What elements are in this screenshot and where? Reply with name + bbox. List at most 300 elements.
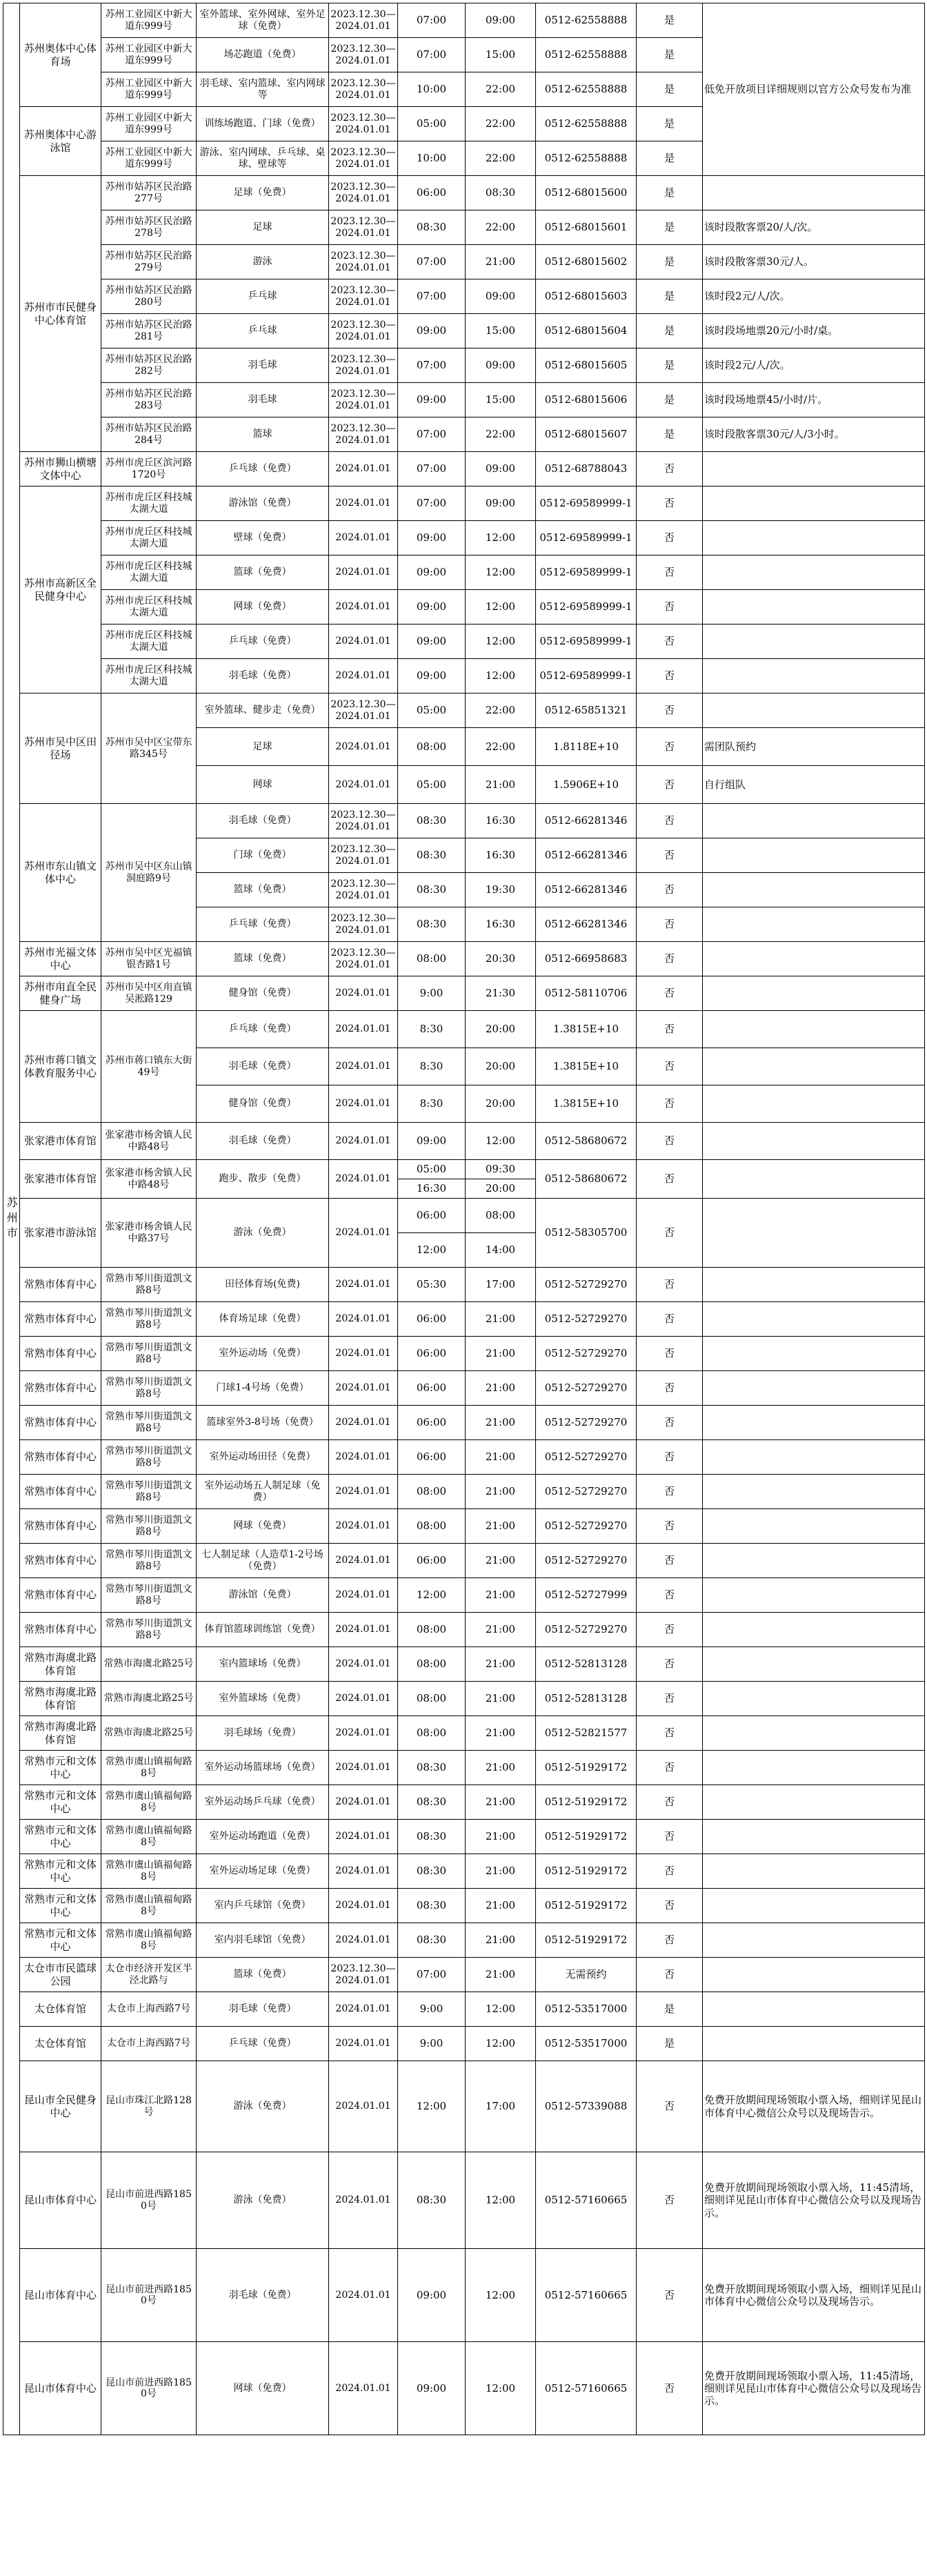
table-row [3,804,925,838]
end-time-cell: 20:30 [466,942,536,976]
date-cell: 2023.12.30—2024.01.01 [329,348,398,383]
reservation-cell: 是 [637,3,703,38]
address-cell: 常熟市虞山镇福甸路8号 [101,1751,197,1785]
note-cell [703,1337,925,1371]
reservation-cell: 否 [637,838,703,873]
item-cell: 羽毛球（免费） [197,1992,329,2027]
start-time-cell: 08:00 [398,1716,466,1751]
end-time-cell: 09:00 [466,348,536,383]
address-cell: 常熟市虞山镇福甸路8号 [101,1854,197,1889]
address-cell: 苏州市虎丘区科技城太湖大道 [101,486,197,521]
phone-cell: 0512-58305700 [536,1199,637,1268]
table-row [3,1751,925,1785]
start-time-cell: 08:30 [398,1785,466,1820]
start-time-cell: 08:30 [398,1923,466,1958]
end-time-cell: 21:00 [466,766,536,804]
item-cell: 篮球 [197,417,329,452]
note-cell [703,1992,925,2027]
end-time-cell: 17:00 [466,1268,536,1302]
end-time-cell: 15:00 [466,38,536,72]
phone-cell: 0512-68015607 [536,417,637,452]
item-cell: 网球（免费） [197,590,329,625]
address-cell: 苏州市虎丘区科技城太湖大道 [101,625,197,659]
reservation-cell: 否 [637,1337,703,1371]
reservation-cell: 否 [637,625,703,659]
phone-cell: 0512-52729270 [536,1509,637,1544]
start-time-cell: 09:00 [398,2249,466,2342]
table-row [3,245,925,279]
phone-cell: 0512-66281346 [536,873,637,907]
note-cell [703,1613,925,1647]
table-row [3,976,925,1011]
address-cell: 苏州工业园区中新大道东999号 [101,38,197,72]
venue-cell: 常熟市体育中心 [20,1406,101,1440]
venue-cell: 常熟市元和文体中心 [20,1751,101,1785]
reservation-cell: 是 [637,314,703,348]
table-row [3,1509,925,1544]
date-cell: 2024.01.01 [329,1199,398,1268]
start-time-cell: 08:30 [398,907,466,942]
phone-cell: 0512-62558888 [536,3,637,38]
date-cell: 2024.01.01 [329,1268,398,1302]
table-row [3,1992,925,2027]
item-cell: 门球（免费） [197,838,329,873]
address-cell: 苏州市吴中区宝带东路345号 [101,694,197,804]
phone-cell: 0512-69589999-1 [536,521,637,555]
reservation-cell: 否 [637,976,703,1011]
start-time-cell: 08:30 [398,2152,466,2249]
table-row [3,555,925,590]
end-time-cell: 09:00 [466,3,536,38]
date-cell: 2024.01.01 [329,1751,398,1785]
end-time-cell: 21:00 [466,1785,536,1820]
table-row [3,694,925,728]
address-cell: 昆山市珠江北路128号 [101,2061,197,2152]
note-cell: 该时段场地票45/小时/片。 [703,383,925,417]
date-cell: 2023.12.30—2024.01.01 [329,694,398,728]
date-cell: 2023.12.30—2024.01.01 [329,72,398,107]
note-cell [703,838,925,873]
venue-cell: 苏州市蒋口镇文体教育服务中心 [20,1011,101,1123]
end-time-cell: 09:30 [466,1160,536,1179]
phone-cell: 0512-69589999-1 [536,590,637,625]
end-time-cell: 21:00 [466,1509,536,1544]
phone-cell: 0512-58680672 [536,1123,637,1160]
reservation-cell: 否 [637,1509,703,1544]
end-time-cell: 21:00 [466,1440,536,1475]
end-time-cell: 21:00 [466,1371,536,1406]
start-time-cell: 08:30 [398,1751,466,1785]
table-row [3,279,925,314]
reservation-cell: 否 [637,1371,703,1406]
table-row [3,1475,925,1509]
phone-cell: 0512-69589999-1 [536,486,637,521]
item-cell: 游泳（免费） [197,2061,329,2152]
phone-cell: 0512-52729270 [536,1613,637,1647]
table-row [3,625,925,659]
table-row [3,1011,925,1048]
date-cell: 2024.01.01 [329,1682,398,1716]
start-time-cell: 08:30 [398,804,466,838]
date-cell: 2024.01.01 [329,659,398,694]
end-time-cell: 12:00 [466,2249,536,2342]
phone-cell: 0512-57160665 [536,2249,637,2342]
table-row [3,1578,925,1613]
address-cell: 昆山市前进西路1850号 [101,2342,197,2435]
address-cell: 苏州市虎丘区科技城太湖大道 [101,521,197,555]
item-cell: 乒乓球（免费） [197,907,329,942]
end-time-cell: 21:00 [466,1889,536,1923]
phone-cell: 0512-52729270 [536,1268,637,1302]
table-row [3,590,925,625]
date-cell: 2024.01.01 [329,1440,398,1475]
start-time-cell: 07:00 [398,452,466,486]
start-time-cell: 09:00 [398,590,466,625]
table-row [3,1160,925,1179]
end-time-cell: 21:00 [466,1406,536,1440]
start-time-cell: 05:00 [398,1160,466,1179]
note-cell [703,1085,925,1123]
address-cell: 常熟市琴川街道凯文路8号 [101,1509,197,1544]
phone-cell: 0512-58110706 [536,976,637,1011]
address-cell: 常熟市琴川街道凯文路8号 [101,1475,197,1509]
venue-cell: 常熟市体育中心 [20,1509,101,1544]
reservation-cell: 否 [637,1475,703,1509]
item-cell: 篮球（免费） [197,555,329,590]
date-cell: 2024.01.01 [329,1160,398,1199]
end-time-cell: 20:00 [466,1011,536,1048]
table-row [3,1958,925,1992]
reservation-cell: 是 [637,417,703,452]
phone-cell: 0512-52729270 [536,1371,637,1406]
phone-cell: 无需预约 [536,1958,637,1992]
address-cell: 苏州工业园区中新大道东999号 [101,107,197,141]
item-cell: 羽毛球（免费） [197,2249,329,2342]
table-row [3,452,925,486]
reservation-cell: 否 [637,486,703,521]
date-cell: 2024.01.01 [329,1475,398,1509]
end-time-cell: 12:00 [466,659,536,694]
start-time-cell: 10:00 [398,141,466,176]
address-cell: 苏州工业园区中新大道东999号 [101,141,197,176]
start-time-cell: 05:00 [398,694,466,728]
note-cell [703,452,925,486]
venue-cell: 苏州市高新区全民健身中心 [20,486,101,694]
venue-cell: 苏州奥体中心游泳馆 [20,107,101,176]
end-time-cell: 22:00 [466,694,536,728]
item-cell: 室外运动场田径（免费） [197,1440,329,1475]
table-row [3,2342,925,2435]
address-cell: 昆山市前进西路1850号 [101,2152,197,2249]
note-cell [703,1509,925,1544]
table-row [3,1820,925,1854]
address-cell: 张家港市杨舍镇人民中路48号 [101,1123,197,1160]
end-time-cell: 21:00 [466,1475,536,1509]
date-cell: 2023.12.30—2024.01.01 [329,804,398,838]
table-row [3,417,925,452]
start-time-cell: 08:00 [398,1647,466,1682]
reservation-cell: 否 [637,1011,703,1048]
phone-cell: 0512-66281346 [536,907,637,942]
address-cell: 苏州市姑苏区民治路283号 [101,383,197,417]
phone-cell: 0512-52813128 [536,1647,637,1682]
reservation-cell: 是 [637,210,703,245]
venue-cell: 苏州奥体中心体育场 [20,3,101,107]
address-cell: 张家港市杨舍镇人民中路37号 [101,1199,197,1268]
note-cell: 该时段2元/人/次。 [703,279,925,314]
start-time-cell: 07:00 [398,279,466,314]
table-body [3,3,925,2435]
reservation-cell: 否 [637,1751,703,1785]
date-cell: 2024.01.01 [329,590,398,625]
note-cell: 该时段散客票30元/人。 [703,245,925,279]
start-time-cell: 9:00 [398,2027,466,2061]
reservation-cell: 否 [637,1854,703,1889]
item-cell: 体育场足球（免费） [197,1302,329,1337]
date-cell: 2024.01.01 [329,1544,398,1578]
table-row [3,659,925,694]
start-time-cell: 08:30 [398,838,466,873]
note-cell [703,1048,925,1085]
address-cell: 常熟市虞山镇福甸路8号 [101,1889,197,1923]
date-cell: 2024.01.01 [329,1992,398,2027]
phone-cell: 0512-52729270 [536,1475,637,1509]
end-time-cell: 21:00 [466,1647,536,1682]
note-cell [703,873,925,907]
note-cell [703,555,925,590]
item-cell: 羽毛球场（免费） [197,1716,329,1751]
date-cell: 2024.01.01 [329,976,398,1011]
start-time-cell: 05:30 [398,1268,466,1302]
phone-cell: 0512-58680672 [536,1160,637,1199]
date-cell: 2024.01.01 [329,555,398,590]
note-cell: 免费开放期间现场领取小票入场，细则详见昆山市体育中心微信公众号以及现场告示。 [703,2061,925,2152]
date-cell: 2023.12.30—2024.01.01 [329,38,398,72]
reservation-cell: 是 [637,38,703,72]
date-cell: 2024.01.01 [329,2152,398,2249]
date-cell: 2024.01.01 [329,1889,398,1923]
table-row [3,1123,925,1160]
table-row [3,486,925,521]
item-cell: 游泳（免费） [197,1199,329,1268]
start-time-cell: 10:00 [398,72,466,107]
date-cell: 2024.01.01 [329,521,398,555]
item-cell: 羽毛球（免费） [197,659,329,694]
end-time-cell: 12:00 [466,2027,536,2061]
note-cell [703,590,925,625]
start-time-cell: 8:30 [398,1048,466,1085]
note-cell: 该时段散客票30元/人/3小时。 [703,417,925,452]
end-time-cell: 09:00 [466,279,536,314]
note-cell [703,1923,925,1958]
end-time-cell: 21:00 [466,1682,536,1716]
item-cell: 游泳（免费） [197,2152,329,2249]
address-cell: 苏州市姑苏区民治路280号 [101,279,197,314]
item-cell: 游泳馆（免费） [197,1578,329,1613]
reservation-cell: 是 [637,141,703,176]
date-cell: 2024.01.01 [329,1302,398,1337]
reservation-cell: 否 [637,728,703,766]
reservation-cell: 否 [637,873,703,907]
end-time-cell: 22:00 [466,728,536,766]
start-time-cell: 08:30 [398,210,466,245]
item-cell: 体育馆篮球训练馆（免费） [197,1613,329,1647]
phone-cell: 0512-51929172 [536,1820,637,1854]
table-row [3,1716,925,1751]
start-time-cell: 06:00 [398,1371,466,1406]
start-time-cell: 07:00 [398,417,466,452]
note-cell [703,1406,925,1440]
start-time-cell: 06:00 [398,1337,466,1371]
item-cell: 乒乓球 [197,314,329,348]
address-cell: 常熟市虞山镇福甸路8号 [101,1820,197,1854]
note-cell [703,804,925,838]
item-cell: 网球（免费） [197,2342,329,2435]
address-cell: 苏州工业园区中新大道东999号 [101,3,197,38]
reservation-cell: 否 [637,1406,703,1440]
address-cell: 常熟市琴川街道凯文路8号 [101,1578,197,1613]
city-cell: 苏州市 [3,3,20,2435]
item-cell: 游泳馆（免费） [197,486,329,521]
start-time-cell: 12:00 [398,2061,466,2152]
venue-schedule-table [3,3,925,2435]
address-cell: 苏州市姑苏区民治路278号 [101,210,197,245]
address-cell: 张家港市杨舍镇人民中路48号 [101,1160,197,1199]
address-cell: 苏州市虎丘区科技城太湖大道 [101,555,197,590]
item-cell: 篮球（免费） [197,942,329,976]
start-time-cell: 09:00 [398,2342,466,2435]
phone-cell: 0512-62558888 [536,72,637,107]
item-cell: 室内篮球场（免费） [197,1647,329,1682]
phone-cell: 0512-52729270 [536,1302,637,1337]
table-row [3,1371,925,1406]
end-time-cell: 22:00 [466,72,536,107]
note-cell [703,659,925,694]
table-row [3,2027,925,2061]
end-time-cell: 21:00 [466,1854,536,1889]
date-cell: 2024.01.01 [329,1509,398,1544]
note-cell: 免费开放期间现场领取小票入场，11:45清场，细则详见昆山市体育中心微信公众号以及现场告示。 [703,2152,925,2249]
item-cell: 场芯跑道（免费） [197,38,329,72]
address-cell: 常熟市琴川街道凯文路8号 [101,1613,197,1647]
end-time-cell: 12:00 [466,2342,536,2435]
note-cell [703,1889,925,1923]
date-cell: 2024.01.01 [329,766,398,804]
date-cell: 2023.12.30—2024.01.01 [329,942,398,976]
table-row [3,942,925,976]
start-time-cell: 07:00 [398,1958,466,1992]
item-cell: 乒乓球（免费） [197,2027,329,2061]
note-cell: 该时段场地票20元/小时/桌。 [703,314,925,348]
date-cell: 2024.01.01 [329,1085,398,1123]
table-row [3,176,925,210]
address-cell: 常熟市琴川街道凯文路8号 [101,1371,197,1406]
start-time-cell: 8:30 [398,1011,466,1048]
table-row [3,1337,925,1371]
note-cell: 自行组队 [703,766,925,804]
item-cell: 七人制足球（人造草1-2号场（免费） [197,1544,329,1578]
date-cell: 2024.01.01 [329,452,398,486]
reservation-cell: 否 [637,694,703,728]
table-row [3,348,925,383]
phone-cell: 0512-53517000 [536,1992,637,2027]
reservation-cell: 否 [637,766,703,804]
end-time-cell: 16:30 [466,804,536,838]
address-cell: 常熟市琴川街道凯文路8号 [101,1440,197,1475]
end-time-cell: 21:00 [466,1716,536,1751]
note-cell [703,1854,925,1889]
end-time-cell: 16:30 [466,838,536,873]
start-time-cell: 06:00 [398,1406,466,1440]
table-row [3,1785,925,1820]
venue-cell: 苏州市狮山横塘文体中心 [20,452,101,486]
date-cell: 2024.01.01 [329,1337,398,1371]
end-time-cell: 21:00 [466,1958,536,1992]
table-row [3,1613,925,1647]
address-cell: 太仓市上海西路7号 [101,1992,197,2027]
reservation-cell: 是 [637,348,703,383]
venue-cell: 昆山市体育中心 [20,2152,101,2249]
reservation-cell: 否 [637,1613,703,1647]
item-cell: 室外篮球、室外网球、室外足球（免费） [197,3,329,38]
end-time-cell: 21:30 [466,976,536,1011]
note-cell [703,1544,925,1578]
date-cell: 2023.12.30—2024.01.01 [329,838,398,873]
address-cell: 常熟市海虞北路25号 [101,1716,197,1751]
note-cell [703,1820,925,1854]
reservation-cell: 是 [637,107,703,141]
table-row [3,210,925,245]
address-cell: 苏州市姑苏区民治路277号 [101,176,197,210]
start-time-cell: 09:00 [398,555,466,590]
start-time-cell: 08:30 [398,873,466,907]
table-row [3,1302,925,1337]
end-time-cell: 21:00 [466,1302,536,1337]
date-cell: 2024.01.01 [329,1820,398,1854]
reservation-cell: 否 [637,1889,703,1923]
reservation-cell: 否 [637,1647,703,1682]
venue-cell: 张家港市体育馆 [20,1123,101,1160]
date-cell: 2024.01.01 [329,1578,398,1613]
item-cell: 室外运动场跑道（免费） [197,1820,329,1854]
date-cell: 2024.01.01 [329,1923,398,1958]
note-cell [703,1440,925,1475]
item-cell: 健身馆（免费） [197,1085,329,1123]
address-cell: 苏州市姑苏区民治路281号 [101,314,197,348]
address-cell: 太仓市上海西路7号 [101,2027,197,2061]
venue-cell: 常熟市体育中心 [20,1613,101,1647]
start-time-cell: 9:00 [398,1992,466,2027]
phone-cell: 0512-57339088 [536,2061,637,2152]
end-time-cell: 12:00 [466,2152,536,2249]
table-row [3,383,925,417]
start-time-cell: 12:00 [398,1578,466,1613]
end-time-cell: 15:00 [466,314,536,348]
reservation-cell: 否 [637,1268,703,1302]
item-cell: 羽毛球、室内篮球、室内网球等 [197,72,329,107]
venue-cell: 常熟市元和文体中心 [20,1923,101,1958]
address-cell: 苏州市虎丘区科技城太湖大道 [101,659,197,694]
reservation-cell: 是 [637,72,703,107]
date-cell: 2023.12.30—2024.01.01 [329,3,398,38]
venue-cell: 常熟市海虞北路体育馆 [20,1716,101,1751]
address-cell: 常熟市琴川街道凯文路8号 [101,1544,197,1578]
venue-cell: 常熟市海虞北路体育馆 [20,1647,101,1682]
note-cell: 免费开放期间现场领取小票入场，细则详见昆山市体育中心微信公众号以及现场告示。 [703,2249,925,2342]
address-cell: 常熟市海虞北路25号 [101,1647,197,1682]
item-cell: 室外篮球场（免费） [197,1682,329,1716]
address-cell: 苏州市吴中区甪直镇吴淞路129 [101,976,197,1011]
